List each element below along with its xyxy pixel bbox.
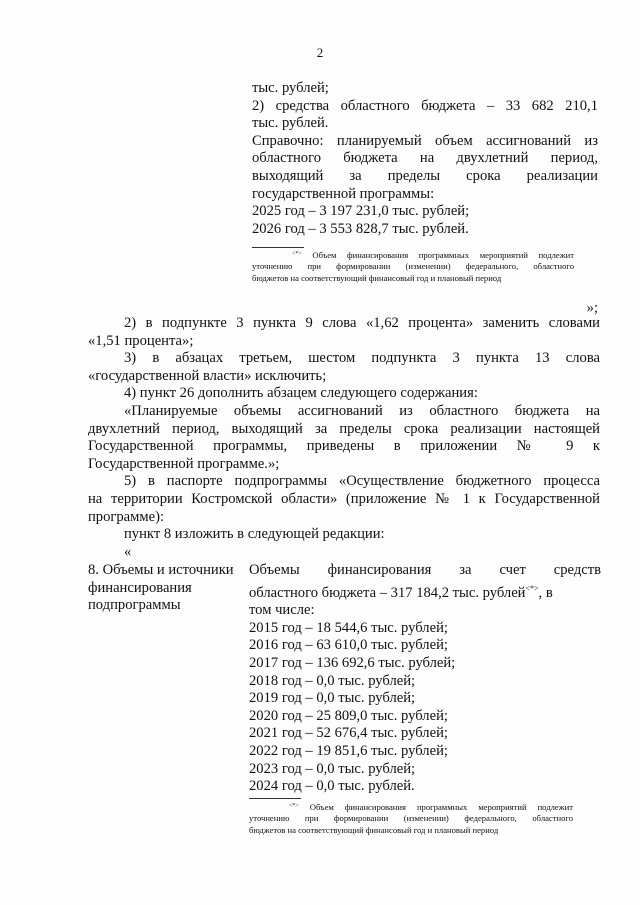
footnote-separator	[252, 247, 304, 248]
closing-quote: »;	[586, 300, 598, 316]
text-line: выходящий за пределы срока реализации	[252, 167, 598, 184]
year-amount: 2022 год – 19 851,6 тыс. рублей;	[249, 742, 448, 759]
text-line: 2025 год – 3 197 231,0 тыс. рублей;	[252, 203, 470, 220]
text-line: 4) пункт 26 дополнить абзацем следующего содержания:	[124, 385, 478, 402]
table-label-line: 8. Объемы и источники	[88, 562, 234, 578]
text-line: программе):	[88, 508, 165, 525]
year-amount: 2015 год – 18 544,6 тыс. рублей;	[249, 619, 448, 636]
page-number: 2	[316, 45, 324, 60]
footnote-2	[249, 801, 573, 836]
text-line: Справочно: планируемый объем ассигнований из	[252, 132, 598, 149]
text-line: 3) в абзацах третьем, шестом подпункта 3 пункта 13 слова	[124, 350, 600, 367]
text-line: областного бюджета на двухлетний период,	[252, 150, 598, 167]
amendments-text	[88, 315, 600, 561]
year-amount: 2024 год – 0,0 тыс. рублей.	[249, 778, 415, 795]
text-line: 2026 год – 3 553 828,7 тыс. рублей.	[252, 220, 469, 237]
footnote-line: <*> Объем финансирования программных мероприятий подлежит	[289, 802, 573, 812]
text-line: 2) средства областного бюджета – 33 682 210,1	[252, 97, 598, 114]
text-line: пункт 8 изложить в следующей редакции:	[124, 526, 385, 543]
text-line: двухлетний период, выходящий за пределы срока реализации настоящей	[88, 420, 600, 437]
table-label-line: финансирования	[88, 579, 192, 596]
year-amount: 2023 год – 0,0 тыс. рублей;	[249, 760, 416, 777]
year-amount: 2019 год – 0,0 тыс. рублей;	[249, 690, 416, 707]
table-label-line: подпрограммы	[88, 597, 181, 614]
text-line: государственной программы:	[252, 185, 435, 202]
text-line: «	[124, 543, 132, 560]
footnote-line: бюджетов на соответствующий финансовый год и плановый период	[249, 824, 499, 835]
text-line: «Планируемые объемы ассигнований из областного бюджета на	[124, 402, 600, 419]
year-amount: 2020 год – 25 809,0 тыс. рублей;	[249, 707, 448, 724]
footnote-marker: <*>	[292, 251, 302, 257]
funding-summary-block	[252, 80, 598, 238]
text-line: на территории Костромской области» (приложение № 1 к Государственной	[88, 490, 600, 507]
text-line: тыс. рублей.	[252, 115, 329, 132]
text-line: 5) в паспорте подпрограммы «Осуществление бюджетного процесса	[124, 473, 600, 490]
text-line: 2) в подпункте 3 пункта 9 слова «1,62 процента» заменить словами	[124, 315, 600, 331]
year-amount: 2016 год – 63 610,0 тыс. рублей;	[249, 637, 448, 654]
footnote-line: уточнению при формировании (изменении) федерального, областного	[252, 261, 574, 272]
text-line: Объемы финансирования за счет средств	[249, 562, 601, 578]
text-line: том числе:	[249, 602, 315, 619]
text-line: областного бюджета – 317 184,2 тыс. рублей<*>, в	[249, 583, 553, 601]
footnote-marker: <*>	[289, 803, 299, 809]
text-line: Государственной программы, приведены в приложении № 9 к	[88, 438, 600, 455]
year-amount: 2018 год – 0,0 тыс. рублей;	[249, 672, 416, 689]
footnote-1	[252, 249, 574, 284]
footnote-marker: <*>	[525, 583, 539, 593]
text-line: Государственной программе.»;	[88, 455, 280, 472]
footnote-line: <*> Объем финансирования программных мероприятий подлежит	[292, 250, 574, 260]
year-amount: 2017 год – 136 692,6 тыс. рублей;	[249, 654, 456, 671]
table-row-value	[249, 562, 601, 796]
text-line: «государственной власти» исключить;	[88, 367, 327, 384]
year-amount: 2021 год – 52 676,4 тыс. рублей;	[249, 725, 448, 742]
table-row-label	[88, 562, 238, 615]
footnote-line: бюджетов на соответствующий финансовый год и плановый период	[252, 272, 502, 283]
text-line: «1,51 процента»;	[88, 332, 194, 349]
footnote-line: уточнению при формировании (изменении) федерального, областного	[249, 813, 573, 824]
text-line: тыс. рублей;	[252, 80, 329, 96]
footnote-separator	[249, 798, 301, 799]
